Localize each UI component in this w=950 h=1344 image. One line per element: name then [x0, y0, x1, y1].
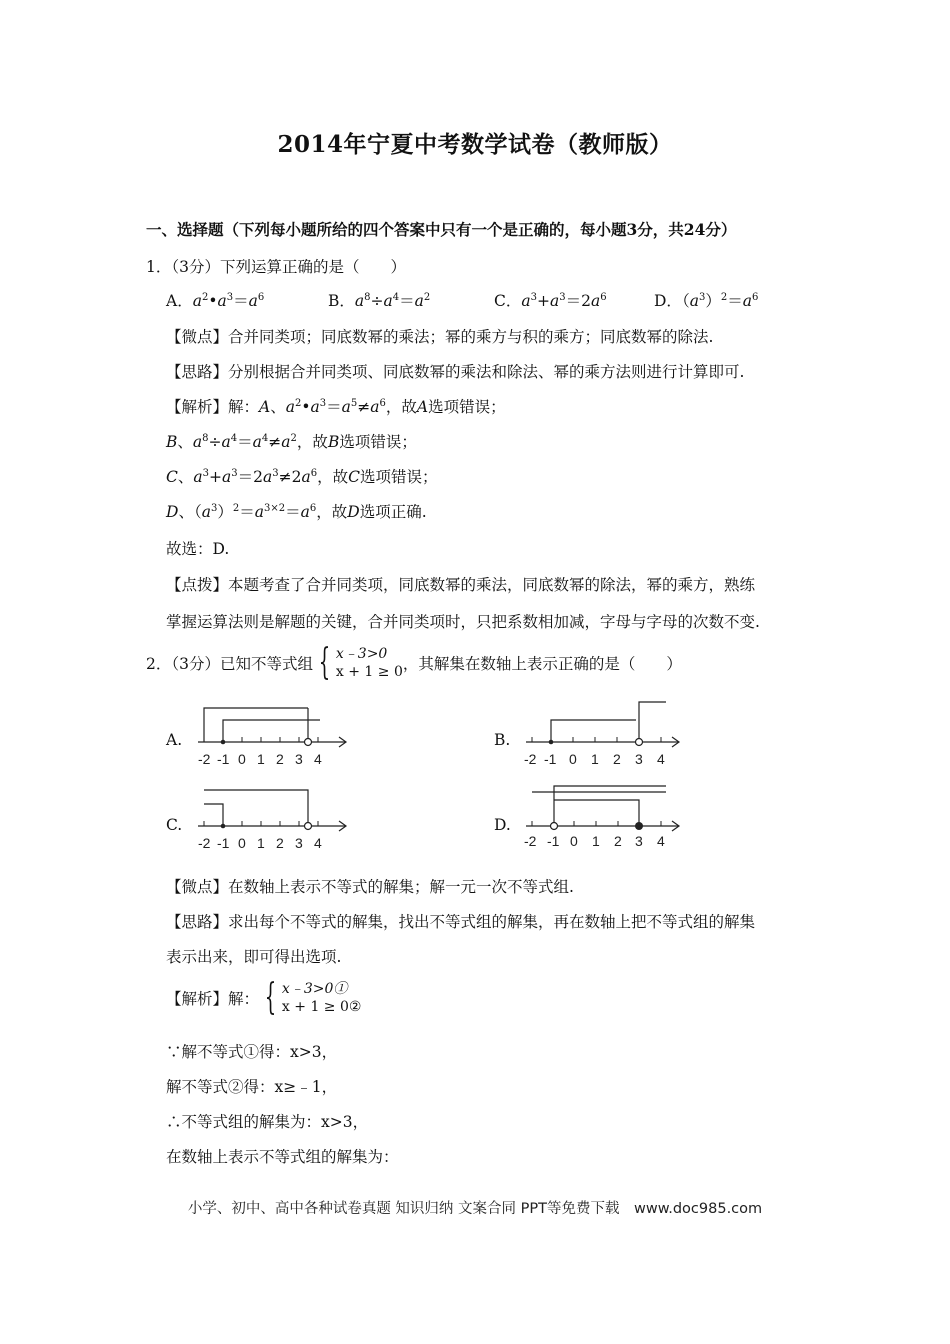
svg-text:1: 1 [592, 833, 600, 849]
svg-text:-1: -1 [217, 835, 230, 851]
q2-silu-line1: 【思路】求出每个不等式的解集，找出不等式组的解集，再在数轴上把不等式组的解集 [166, 913, 756, 931]
q1-dianbo-line2: 掌握运算法则是解题的关键，合并同类项时，只把系数相加减，字母与字母的次数不变. [166, 613, 760, 631]
q1-option-d: D．$(a^3)^2=a^6$ [654, 291, 759, 310]
tick-labels [198, 751, 322, 767]
svg-text:1: 1 [591, 751, 599, 767]
q1-option-a: A．$a^2•a^3=a^6$ [166, 291, 265, 310]
solution-bracket [204, 708, 308, 742]
open-dot [636, 739, 643, 746]
closed-dot [635, 822, 643, 830]
q2-option-b-label: B. [494, 731, 511, 749]
left-brace-icon: { [318, 642, 331, 683]
option-label: A． [166, 292, 193, 310]
page-footer: 小学、初中、高中各种试卷真题 知识归纳 文案合同 PPT等免费下载 www.doc985.com [187, 1201, 763, 1217]
q2-jiexi: 【解析】解： { x﹣3>0① x + 1 ≥ 0② [166, 977, 362, 1018]
svg-text:3: 3 [295, 751, 303, 767]
svg-text:-2: -2 [524, 833, 537, 849]
q1-option-b: B．$a^8\div a^4=a^2$ [328, 291, 431, 310]
q2-step-3: ∴不等式组的解集为：x>3， [166, 1113, 369, 1131]
solution-bracket [551, 720, 636, 742]
q1-dianbo-line1: 【点拨】本题考查了合并同类项，同底数幂的乘法，同底数幂的除法，幂的乘方，熟练 [166, 576, 756, 594]
q1-jiexi: 【解析】解：A、$a^2•a^3=a^5\ne a^6$，故A选项错误； [166, 397, 506, 416]
closed-dot [549, 740, 554, 745]
q1-step-b: B、$a^8\div a^4=a^4\ne a^2$，故B选项错误； [166, 432, 417, 451]
solution-bracket [204, 804, 223, 826]
q2-step-2: 解不等式②得：x≥﹣1， [166, 1078, 338, 1096]
tick-labels [524, 833, 665, 849]
q2-option-d-numberline [518, 776, 688, 852]
q2-option-c-numberline [190, 782, 360, 852]
q1-weidian: 【微点】合并同类项；同底数幂的乘法；幂的乘方与积的乘方；同底数幂的除法. [166, 328, 714, 346]
inequality-system: x﹣3>0 x + 1 ≥ 0 [335, 646, 403, 680]
q1-step-c: C、$a^3+a^3=2a^3\ne 2a^6$，故C选项错误； [166, 467, 438, 486]
svg-text:-1: -1 [547, 833, 560, 849]
closed-dot [221, 824, 226, 829]
tick-labels [198, 835, 322, 851]
svg-text:0: 0 [570, 833, 578, 849]
svg-text:2: 2 [613, 751, 621, 767]
svg-text:4: 4 [657, 751, 665, 767]
tick-labels [524, 751, 665, 767]
option-label: C． [494, 292, 522, 310]
svg-text:3: 3 [635, 751, 643, 767]
svg-text:4: 4 [314, 835, 322, 851]
open-dot [305, 823, 312, 830]
q1-stem: 1．（3分）下列运算正确的是（ ） [146, 258, 406, 276]
q1-silu: 【思路】分别根据合并同类项、同底数幂的乘法和除法、幂的乘方法则进行计算即可. [166, 363, 745, 381]
svg-text:-1: -1 [217, 751, 230, 767]
q2-step-4: 在数轴上表示不等式组的解集为： [166, 1148, 399, 1166]
q2-option-a-label: A. [166, 731, 183, 749]
q1-step-d: D、$(a^3)^2=a^{3\times 2}=a^6$，故D选项正确. [166, 502, 427, 521]
q2-option-a-numberline [190, 700, 360, 770]
q2-option-c-label: C. [166, 816, 183, 834]
q1-option-c: C．$a^3+a^3=2a^6$ [494, 291, 607, 310]
svg-text:1: 1 [257, 751, 265, 767]
q2-step-1: ∵解不等式①得：x>3， [166, 1043, 338, 1061]
section-heading: 一、选择题（下列每小题所给的四个答案中只有一个是正确的，每小题3分，共24分） [146, 220, 737, 239]
svg-text:3: 3 [635, 833, 643, 849]
solution-bracket [223, 720, 320, 742]
q2-silu-line2: 表示出来，即可得出选项. [166, 948, 342, 966]
svg-text:0: 0 [238, 751, 246, 767]
option-label: D． [654, 292, 682, 310]
q2-option-b-numberline [518, 692, 688, 770]
svg-text:3: 3 [295, 835, 303, 851]
q1-conclusion: 故选：D. [166, 540, 230, 558]
solution-bracket [204, 790, 308, 822]
q2-weidian: 【微点】在数轴上表示不等式的解集；解一元一次不等式组. [166, 878, 574, 896]
closed-dot [221, 740, 226, 745]
inequality-system: x﹣3>0① x + 1 ≥ 0② [281, 981, 362, 1015]
svg-text:4: 4 [314, 751, 322, 767]
svg-text:2: 2 [276, 835, 284, 851]
q2-option-d-label: D. [494, 816, 511, 834]
page-title: 2014年宁夏中考数学试卷（教师版） [277, 131, 673, 158]
svg-text:-2: -2 [524, 751, 537, 767]
svg-text:4: 4 [657, 833, 665, 849]
svg-text:-2: -2 [198, 751, 211, 767]
q2-stem: 2．（3分）已知不等式组 { x﹣3>0 x + 1 ≥ 0 ，其解集在数轴上表示正确的是（ ） [146, 642, 682, 683]
open-dot [551, 823, 558, 830]
open-dot [305, 739, 312, 746]
svg-text:-2: -2 [198, 835, 211, 851]
svg-text:0: 0 [569, 751, 577, 767]
svg-text:2: 2 [614, 833, 622, 849]
svg-text:-1: -1 [544, 751, 557, 767]
svg-text:1: 1 [257, 835, 265, 851]
left-brace-icon: { [264, 977, 277, 1018]
svg-text:0: 0 [238, 835, 246, 851]
solution-bracket [639, 702, 666, 742]
svg-text:2: 2 [276, 751, 284, 767]
option-label: B． [328, 292, 355, 310]
